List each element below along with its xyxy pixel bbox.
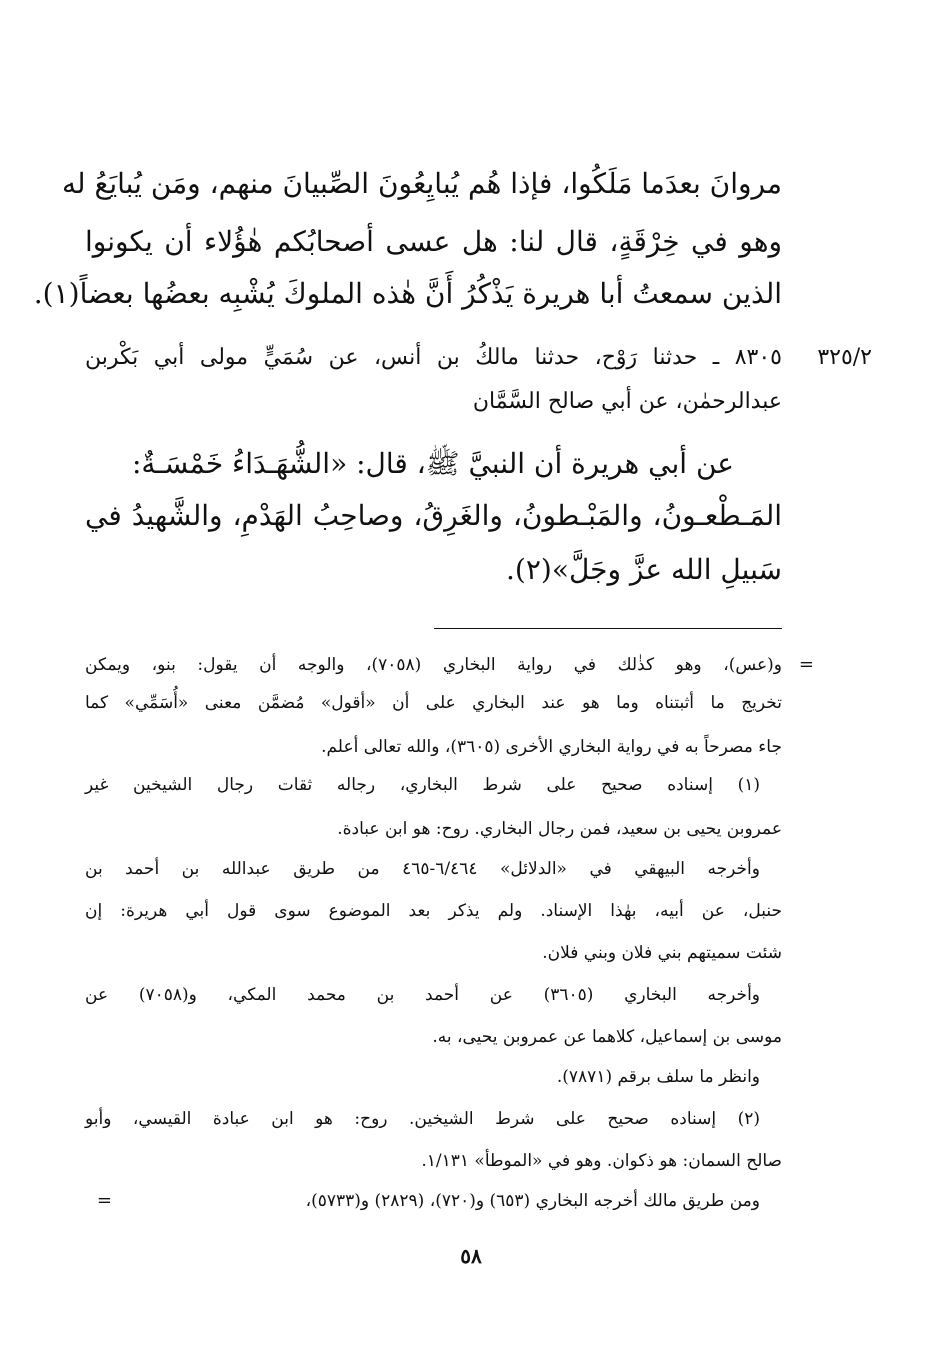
hadith-isnad-line: عبدالرحمٰن، عن أبي صالح السَّمَّان	[472, 389, 782, 414]
footnote-line: تخريج ما أثبتناه وما هو عند البخاري على أن «أقول» مُضمَّن معنى «أُسَمِّي» كما	[85, 693, 782, 713]
footnote-line: (١) إسناده صحيح على شرط البخاري، رجاله ثقات رجال الشيخين غير	[85, 775, 760, 795]
footnote-line: صالح السمان: هو ذكوان. وهو في «الموطأ» ١/١٣١.	[421, 1151, 782, 1171]
footnote-line: جاء مصرحاً به في رواية البخاري الأخرى (٣٦٠٥)، والله تعالى أعلم.	[321, 737, 782, 757]
footnote-line: (٢) إسناده صحيح على شرط الشيخين. روح: هو ابن عبادة القيسي، وأبو	[85, 1109, 760, 1129]
footnote-line: وأخرجه البخاري (٣٦٠٥) عن أحمد بن محمد المكي، و(٧٠٥٨) عن	[85, 985, 760, 1005]
main-text-line: مروانَ بعدَما مَلَكُوا، فإذا هُم يُبايِعُونَ الصِّبيانَ منهم، ومَن يُبايَعُ له	[62, 167, 782, 200]
continuation-marker: =	[798, 654, 814, 675]
footnote-line: موسى بن إسماعيل، كلاهما عن عمروبن يحيى، به.	[432, 1027, 782, 1047]
volume-page-reference: ٣٢٥/٢	[817, 345, 872, 370]
hadith-isnad-line: ٨٣٠٥ ـ حدثنا رَوْح، حدثنا مالكُ بن أنس، عن سُمَيٍّ مولى أبي بَكْربن	[85, 345, 782, 370]
footnote-line: شئت سميتهم بني فلان وبني فلان.	[542, 943, 782, 963]
page-number: ٥٨	[460, 1244, 482, 1268]
footnote-line: و(عس)، وهو كذٰلك في رواية البخاري (٧٠٥٨)، والوجه أن يقول: بنو، ويمكن	[85, 655, 782, 675]
hadith-matn-line: سَبيلِ الله عزَّ وجَلَّ»(٢).	[506, 553, 782, 586]
footnote-line: وأخرجه البيهقي في «الدلائل» ٦/٤٦٤-٤٦٥ من طريق عبدالله بن أحمد بن	[85, 859, 760, 879]
hadith-matn-line: عن أبي هريرة أن النبيَّ ﷺ، قال: «الشُّهَـدَاءُ خَمْسَـةٌ:	[132, 447, 734, 480]
main-text-line: الذين سمعتُ أبا هريرة يَذْكُرُ أَنَّ هٰذه الملوكَ يُشْبِه بعضُها بعضاً(١).	[33, 277, 782, 310]
footnote-line: ومن طريق مالك أخرجه البخاري (٦٥٣) و(٧٢٠)، (٢٨٢٩) و(٥٧٣٣)،	[305, 1191, 760, 1211]
footnote-line: وانظر ما سلف برقم (٧٨٧١).	[556, 1067, 760, 1087]
main-text-line: وهو في خِرْقَةٍ، قال لنا: هل عسى أصحابُكم هٰؤُلاء أن يكونوا	[85, 225, 782, 258]
hadith-matn-line: المَـطْعـونُ، والمَبْـطونُ، والغَرِقُ، وصاحِبُ الهَدْمِ، والشَّهيدُ في	[85, 499, 782, 532]
footnote-line: عمروبن يحيى بن سعيد، فمن رجال البخاري. روح: هو ابن عبادة.	[337, 819, 782, 839]
footnote-divider	[434, 628, 782, 629]
footnote-line: حنبل، عن أبيه، بهٰذا الإسناد. ولم يذكر بعد الموضوع سوى قول أبي هريرة: إن	[85, 901, 782, 921]
continuation-marker: =	[96, 1190, 112, 1211]
